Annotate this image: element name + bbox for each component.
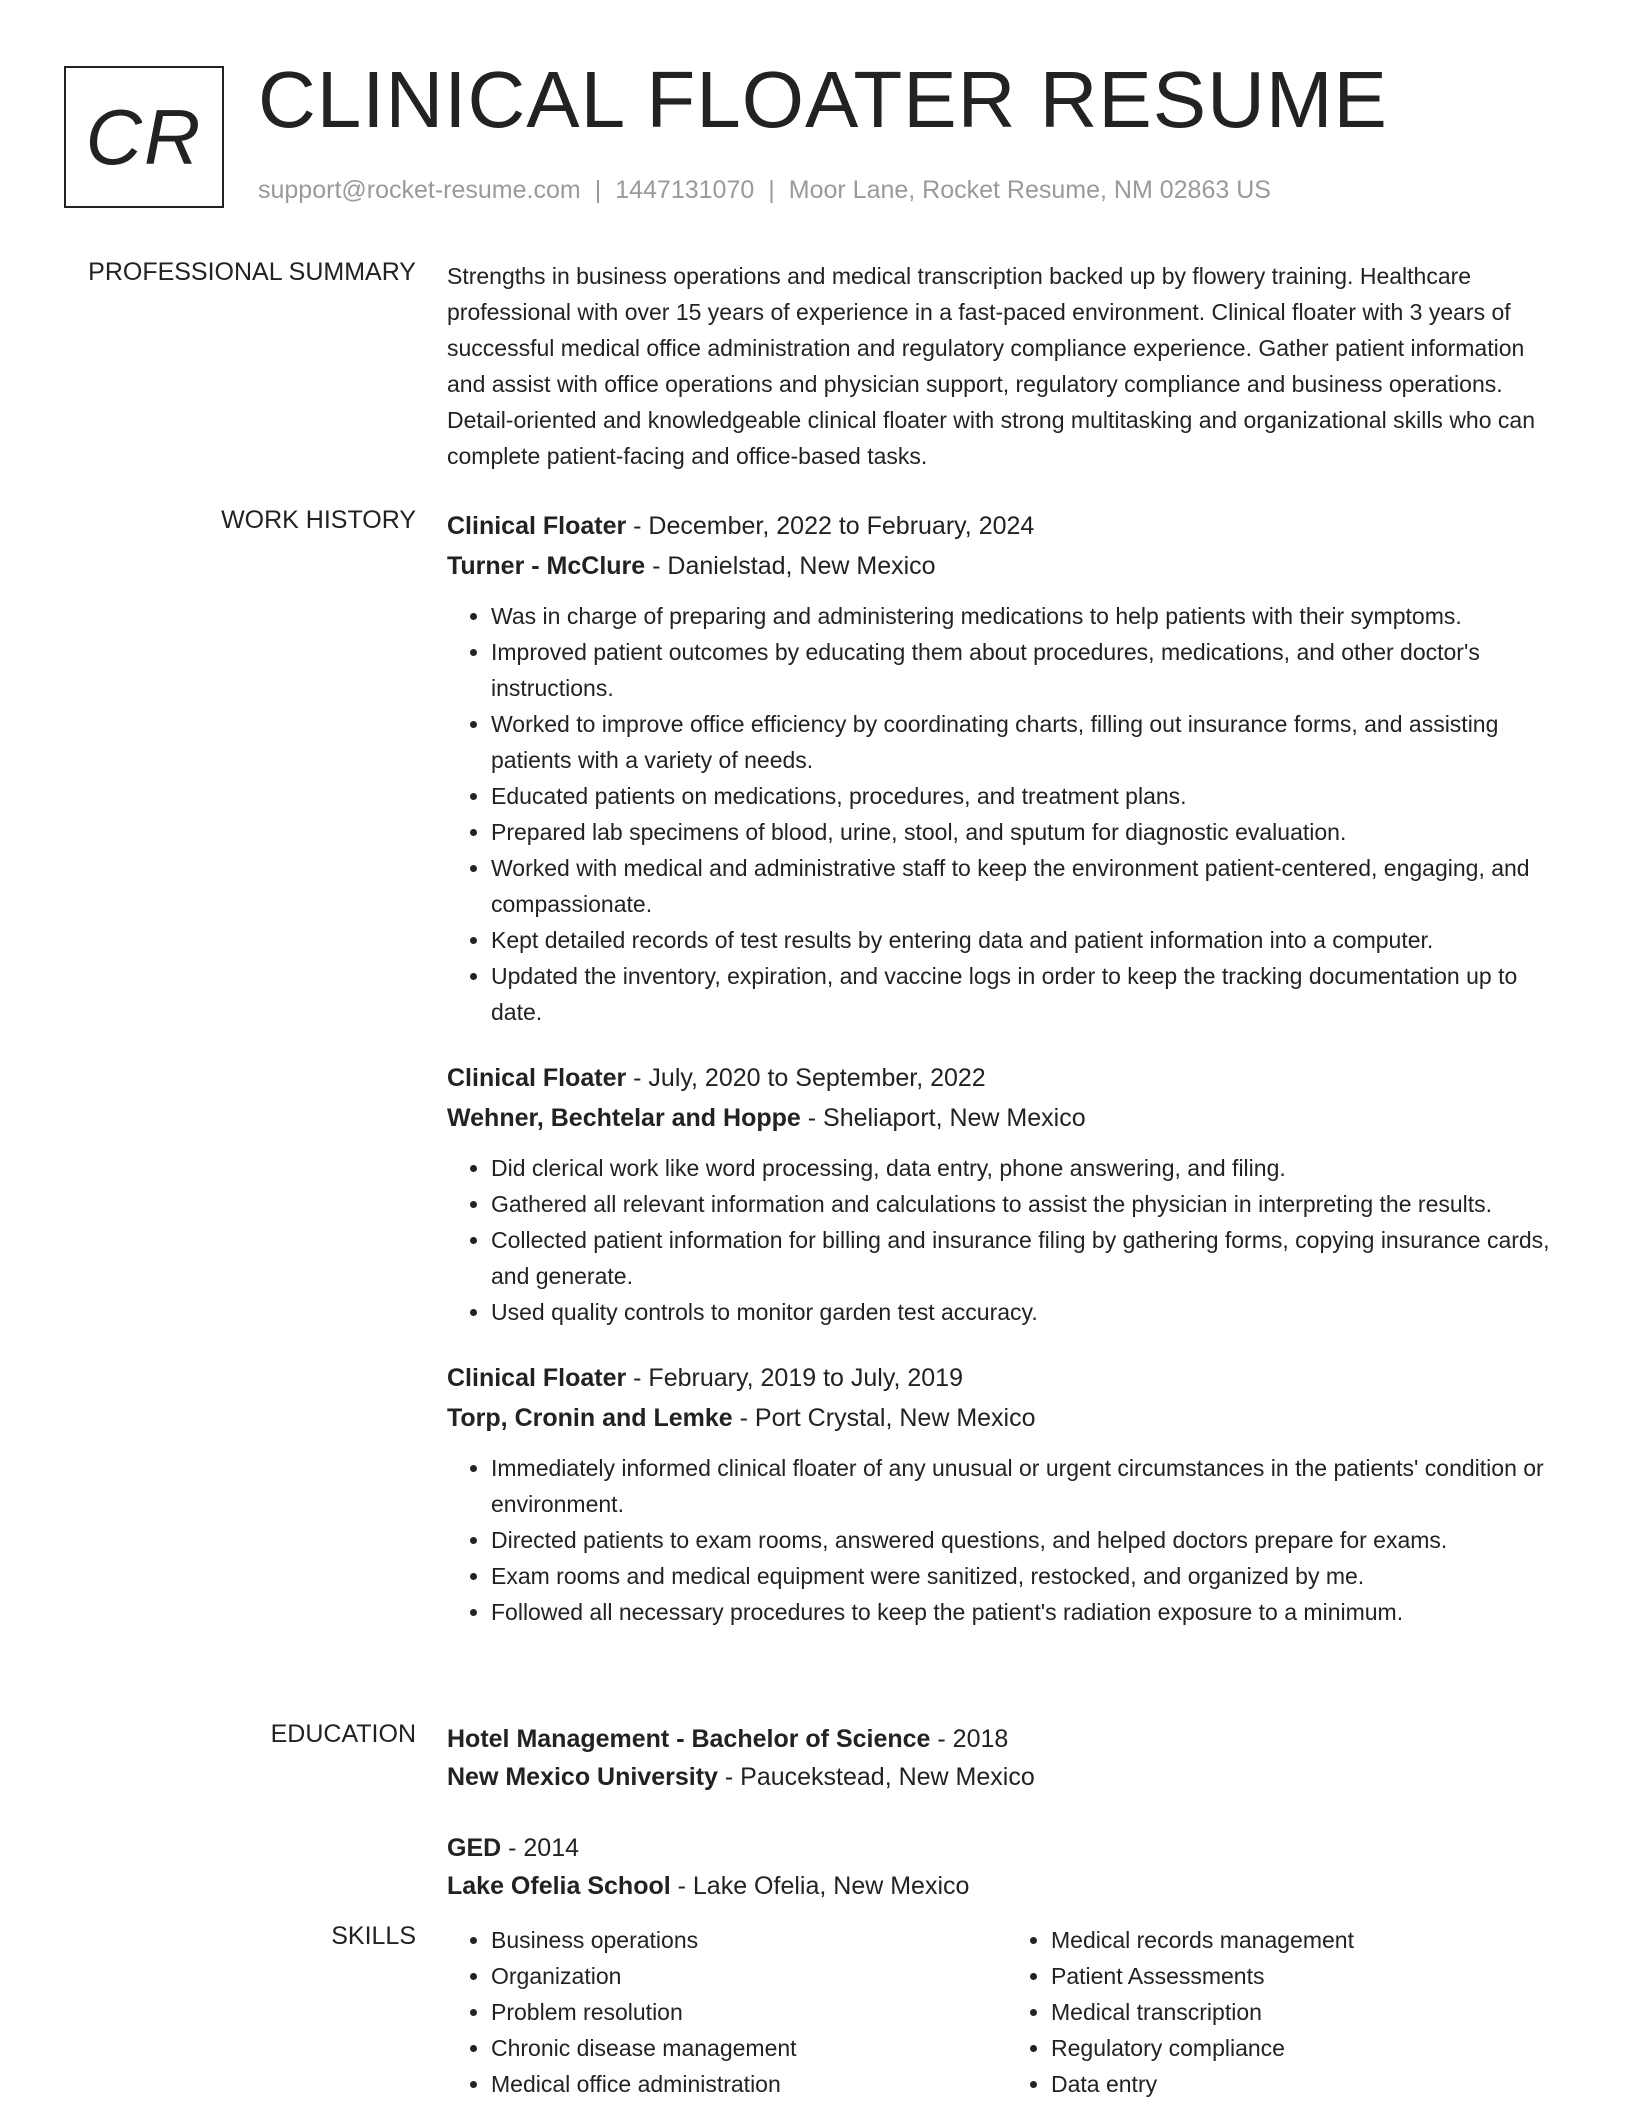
job-company: Turner - McClure xyxy=(447,552,646,580)
resume-title: CLINICAL FLOATER RESUME xyxy=(258,55,1388,144)
education-school-line xyxy=(447,1758,1567,1796)
job-company-line xyxy=(447,1098,1567,1138)
job-bullet: • Worked to improve office efficiency by coordinating charts, filling out insurance forms, and assisting patients with a variety of needs. xyxy=(491,706,1567,778)
job-bullets xyxy=(447,1450,1567,1630)
job-location: - Danielstad, New Mexico xyxy=(645,552,936,580)
job-bullet: • Directed patients to exam rooms, answered questions, and helped doctors prepare for exams. xyxy=(491,1522,1567,1558)
education-degree: GED xyxy=(447,1834,502,1862)
job-bullet: • Used quality controls to monitor garden test accuracy. xyxy=(491,1294,1567,1330)
job-location: - Sheliaport, New Mexico xyxy=(800,1104,1086,1132)
education-location: - Lake Ofelia, New Mexico xyxy=(670,1872,970,1900)
job-bullet: • Did clerical work like word processing, data entry, phone answering, and filing. xyxy=(491,1150,1567,1186)
job-bullet: • Gathered all relevant information and calculations to assist the physician in interpreting the results. xyxy=(491,1186,1567,1222)
job-bullet: • Was in charge of preparing and administering medications to help patients with their symptoms. xyxy=(491,598,1567,634)
job-title: Clinical Floater xyxy=(447,512,627,540)
job-bullet: • Kept detailed records of test results by entering data and patient information into a computer. xyxy=(491,922,1567,958)
job-bullets xyxy=(447,598,1567,1030)
monogram-logo xyxy=(64,66,224,208)
job-bullet: • Worked with medical and administrative staff to keep the environment patient-centered, engaging, and compassionate. xyxy=(491,850,1567,922)
job-entry xyxy=(447,506,1567,1030)
education-school: New Mexico University xyxy=(447,1763,718,1791)
job-company: Wehner, Bechtelar and Hoppe xyxy=(447,1104,801,1132)
contact-separator: | xyxy=(768,176,775,204)
skill-item: • Patient Assessments xyxy=(1051,1958,1567,1994)
skill-item: • Regulatory compliance xyxy=(1051,2030,1567,2066)
skill-item: • Data entry xyxy=(1051,2066,1567,2102)
skills-grid xyxy=(447,1922,1567,2102)
education-location: - Paucekstead, New Mexico xyxy=(717,1763,1035,1791)
job-title: Clinical Floater xyxy=(447,1364,627,1392)
education-school: Lake Ofelia School xyxy=(447,1872,671,1900)
summary-text: Strengths in business operations and medical transcription backed up by flowery training. Healthcare professional with over 15 years of experience in a fast-paced environment. Clinical floater with 3 years of successful medical office administration and regulatory compliance experience. Gather patient information and assist with office operations and physician support, regulatory compliance and business operations. Detail-oriented and knowledgeable clinical floater with strong multitasking and organizational skills who can complete patient-facing and office-based tasks. xyxy=(447,263,1535,469)
education-degree-line xyxy=(447,1829,1567,1867)
job-bullet: • Prepared lab specimens of blood, urine, stool, and sputum for diagnostic evaluation. xyxy=(491,814,1567,850)
job-entry xyxy=(447,1058,1567,1330)
contact-address: Moor Lane, Rocket Resume, NM 02863 US xyxy=(788,176,1271,204)
job-title-line xyxy=(447,1058,1567,1098)
skills-list-right xyxy=(1007,1922,1567,2102)
skill-item: • Chronic disease management xyxy=(491,2030,1007,2066)
education-school-line xyxy=(447,1867,1567,1905)
education-entry xyxy=(447,1720,1567,1796)
job-bullet: • Collected patient information for billing and insurance filing by gathering forms, copying insurance cards, and generate. xyxy=(491,1222,1567,1294)
job-bullet: • Immediately informed clinical floater of any unusual or urgent circumstances in the patients' condition or environment. xyxy=(491,1450,1567,1522)
job-dates: - July, 2020 to September, 2022 xyxy=(626,1064,986,1092)
job-bullet: • Updated the inventory, expiration, and vaccine logs in order to keep the tracking documentation up to date. xyxy=(491,958,1567,1030)
section-label: WORK HISTORY xyxy=(221,506,416,534)
job-dates: - February, 2019 to July, 2019 xyxy=(626,1364,963,1392)
job-company: Torp, Cronin and Lemke xyxy=(447,1404,733,1432)
contact-email: support@rocket-resume.com xyxy=(258,176,581,204)
section-label: EDUCATION xyxy=(270,1720,416,1748)
education-year: - 2014 xyxy=(501,1834,580,1862)
skill-item: • Business operations xyxy=(491,1922,1007,1958)
education-degree-line xyxy=(447,1720,1567,1758)
job-company-line xyxy=(447,1398,1567,1438)
section-label: SKILLS xyxy=(331,1922,416,1950)
job-bullet: • Improved patient outcomes by educating them about procedures, medications, and other doctor's instructions. xyxy=(491,634,1567,706)
contact-separator: | xyxy=(594,176,602,204)
job-entry xyxy=(447,1358,1567,1630)
skill-item: • Medical office administration xyxy=(491,2066,1007,2102)
skill-item: • Medical records management xyxy=(1051,1922,1567,1958)
job-title: Clinical Floater xyxy=(447,1064,627,1092)
job-bullets xyxy=(447,1150,1567,1330)
education-degree: Hotel Management - Bachelor of Science xyxy=(447,1725,931,1753)
skills-list-left xyxy=(447,1922,1007,2102)
skill-item: • Medical transcription xyxy=(1051,1994,1567,2030)
job-location: - Port Crystal, New Mexico xyxy=(732,1404,1036,1432)
job-company-line xyxy=(447,546,1567,586)
job-bullet: • Educated patients on medications, procedures, and treatment plans. xyxy=(491,778,1567,814)
skill-item: • Problem resolution xyxy=(491,1994,1007,2030)
job-title-line xyxy=(447,1358,1567,1398)
job-title-line xyxy=(447,506,1567,546)
monogram-text: CR xyxy=(85,92,203,181)
contact-line xyxy=(258,176,1271,205)
section-label: PROFESSIONAL SUMMARY xyxy=(88,258,416,286)
education-year: - 2018 xyxy=(930,1725,1009,1753)
education-entry xyxy=(447,1829,1567,1905)
job-bullet: • Exam rooms and medical equipment were sanitized, restocked, and organized by me. xyxy=(491,1558,1567,1594)
contact-phone: 1447131070 xyxy=(615,176,755,204)
skill-item: • Organization xyxy=(491,1958,1007,1994)
job-dates: - December, 2022 to February, 2024 xyxy=(626,512,1035,540)
job-bullet: • Followed all necessary procedures to keep the patient's radiation exposure to a minimum. xyxy=(491,1594,1567,1630)
